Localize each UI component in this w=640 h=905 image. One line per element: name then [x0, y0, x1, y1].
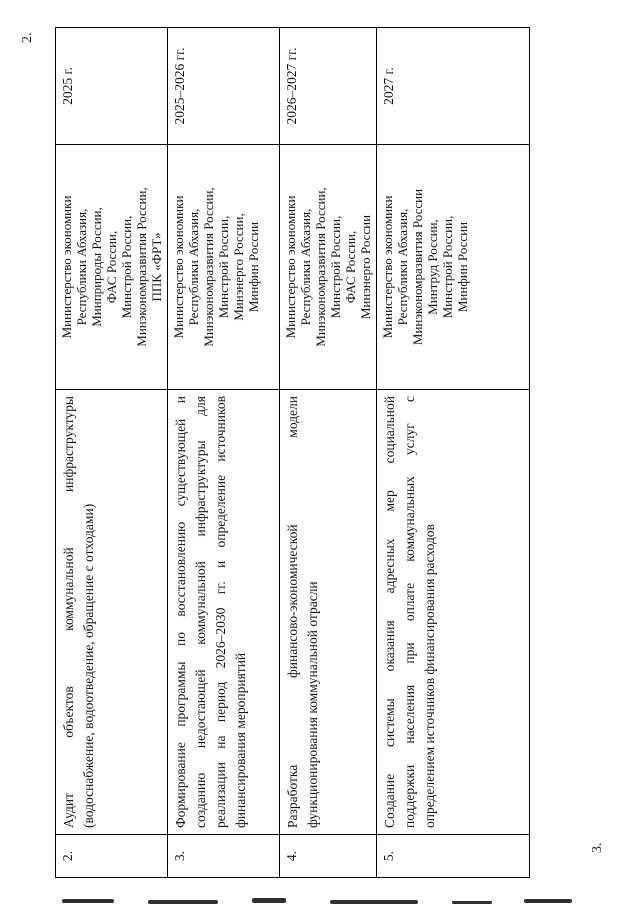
- responsible-cell: Министерство экономики Республики Абхазия, Минэкономразвития России Минтруд России, Минстрой России, Минфин России: [377, 145, 530, 390]
- table-row: [377, 28, 530, 878]
- date-cell: 2026–2027 гг.: [280, 28, 377, 145]
- work-plan-table: [55, 27, 530, 878]
- responsible-cell: Министерство экономики Республики Абхазия, Минэкономразвития России, Минстрой России, ФАС России, Минэнерго России: [280, 145, 377, 390]
- row-number-cell: 2.: [56, 835, 168, 878]
- scan-artifact: [62, 899, 114, 903]
- responsible-cell: Министерство экономики Республики Абхазия, Минприроды России, ФАС России, Минстрой России, Минэкономразвития России, ППК «ФРТ»: [56, 145, 168, 390]
- task-cell: Разработка финансово-экономической модели функционирования коммунальной отрасли: [280, 390, 377, 835]
- task-cell: Аудит объектов коммунальной инфраструктуры (водоснабжение, водоотведение, обращение с отходами): [56, 390, 168, 835]
- scan-artifact: [148, 900, 218, 904]
- scan-artifact: [452, 901, 492, 904]
- responsible-cell: Министерство экономики Республики Абхазия, Минэкономразвития России, Минстрой России, Минэнерго России, Минфин России: [168, 145, 280, 390]
- page-number-bottom: 3.: [590, 842, 605, 853]
- date-cell: 2025 г.: [56, 28, 168, 145]
- row-number-cell: 3.: [168, 835, 280, 878]
- row-number-cell: 5.: [377, 835, 530, 878]
- scan-artifact: [330, 900, 418, 904]
- date-cell: 2027 г.: [377, 28, 530, 145]
- table-row: [168, 28, 280, 878]
- page-number-top: 2.: [20, 32, 35, 43]
- row-number-cell: 4.: [280, 835, 377, 878]
- task-cell: Формирование программы по восстановлению существующей и созданию недостающей коммунальной инфраструктуры для реализации на период 2026–2030 гг. и определение источников финансирования мероприятий: [168, 390, 280, 835]
- scan-artifact: [524, 899, 572, 903]
- table-row: [56, 28, 168, 878]
- table-row: [280, 28, 377, 878]
- date-cell: 2025–2026 гг.: [168, 28, 280, 145]
- scan-artifact: [252, 898, 286, 903]
- task-cell: Создание системы оказания адресных мер социальной поддержки населения при оплате коммунальных услуг с определением источников финансирования расходов: [377, 390, 530, 835]
